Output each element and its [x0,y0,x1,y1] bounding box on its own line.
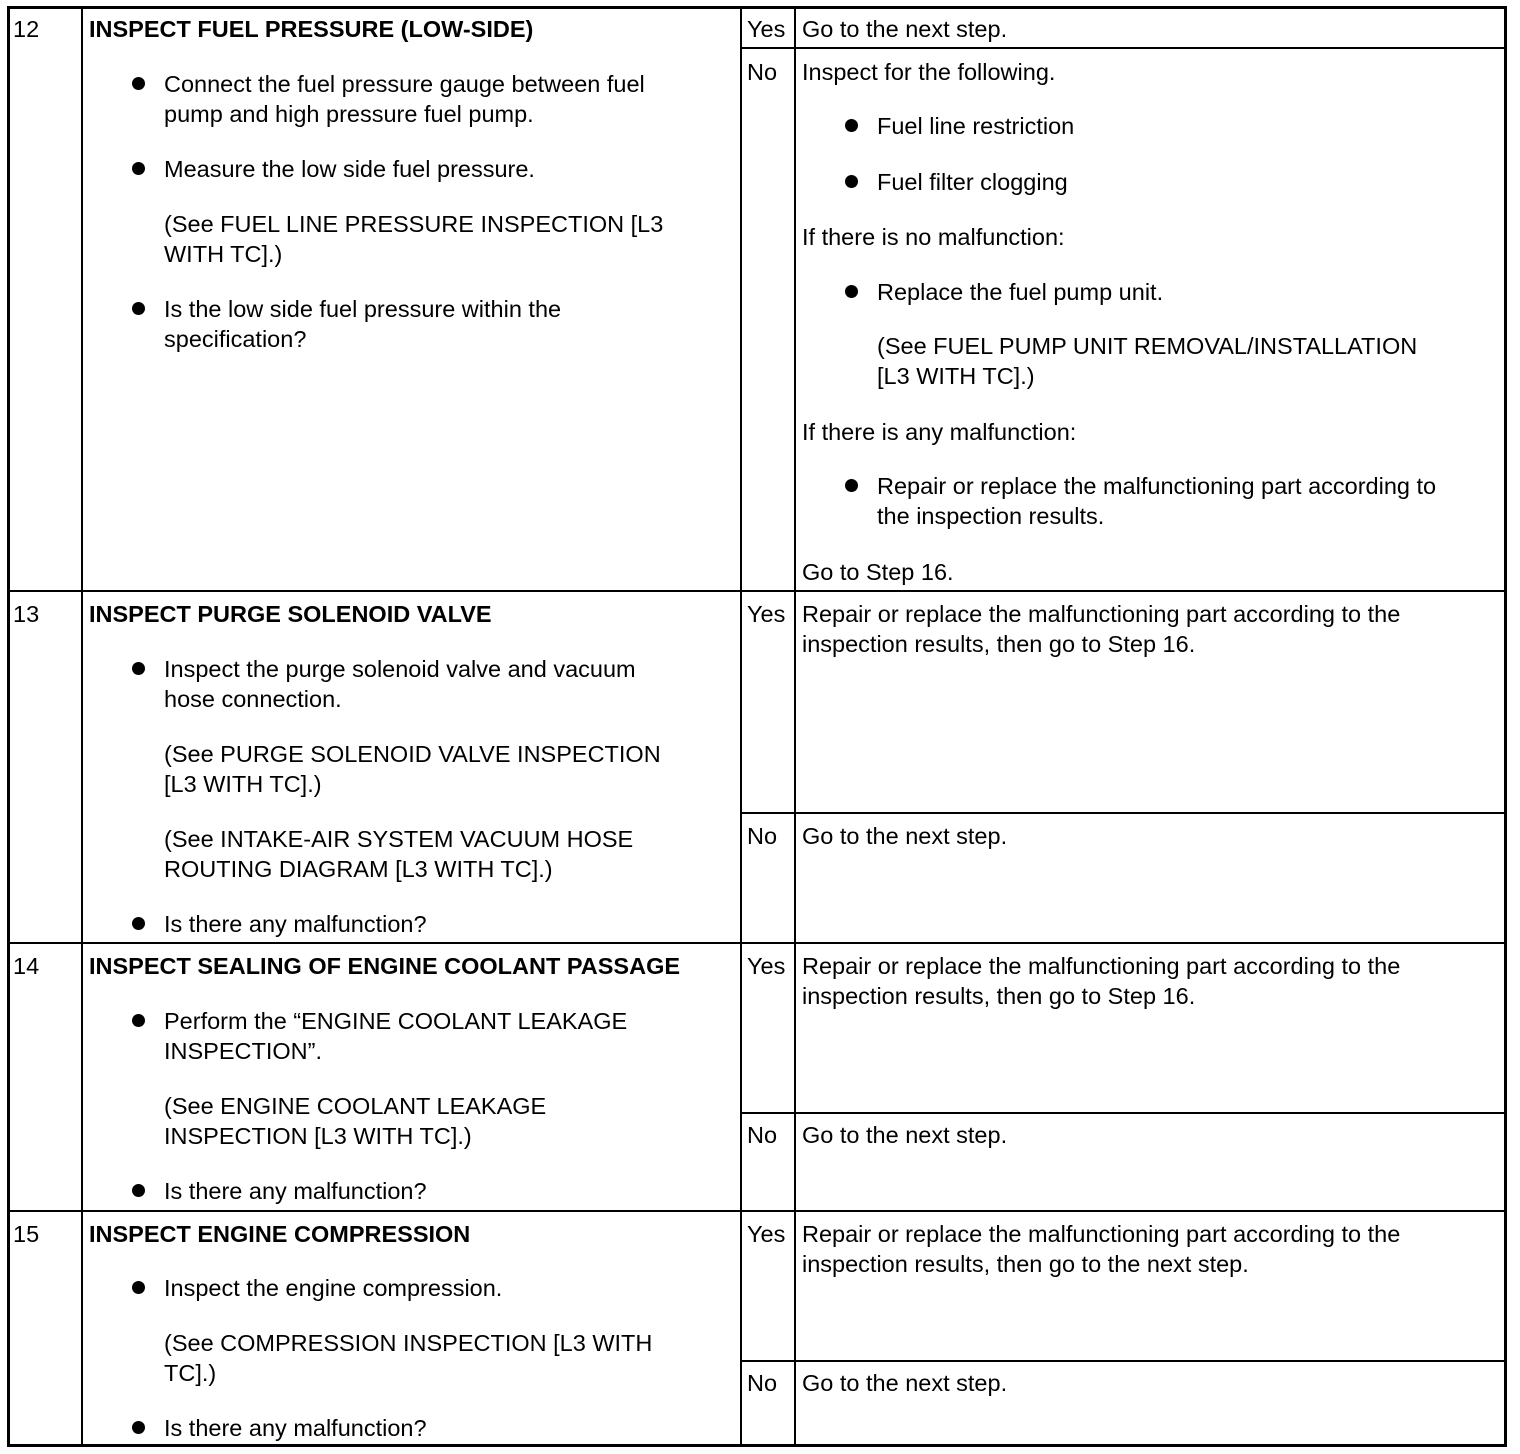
column-divider [740,8,742,1445]
yes-label: Yes [747,601,786,627]
step-number: 13 [13,601,40,627]
question-text: Is there any malfunction? [164,1415,427,1441]
action-text: Connect the fuel pressure gauge between fuel [164,71,645,97]
bullet-icon [845,479,858,492]
action-text: Perform the “ENGINE COOLANT LEAKAGE [164,1008,628,1034]
action-text: hose connection. [164,686,342,712]
reference-text: TC].) [164,1360,217,1386]
step-title: INSPECT FUEL PRESSURE (LOW-SIDE) [89,16,534,42]
yes-label: Yes [747,953,786,979]
yes-result: Repair or replace the malfunctioning part according to the [802,1221,1401,1247]
action-text: Inspect the engine compression. [164,1275,503,1301]
question-text: Is the low side fuel pressure within the [164,296,562,322]
yes-result: Repair or replace the malfunctioning part according to the [802,953,1401,979]
no-result: Inspect for the following. [802,59,1056,85]
bullet-icon [845,119,858,132]
row-divider [741,812,1505,814]
reference-text: (See INTAKE-AIR SYSTEM VACUUM HOSE [164,826,634,852]
reference-text: (See FUEL LINE PRESSURE INSPECTION [L3 [164,211,664,237]
reference-text: ROUTING DIAGRAM [L3 WITH TC].) [164,856,553,882]
bullet-icon [132,917,145,930]
step-number: 15 [13,1221,40,1247]
yes-result: inspection results, then go to the next step. [802,1251,1249,1277]
bullet-icon [845,175,858,188]
yes-result: inspection results, then go to Step 16. [802,983,1196,1009]
reference-text: (See ENGINE COOLANT LEAKAGE [164,1093,547,1119]
no-result: Go to the next step. [802,823,1008,849]
no-result: Go to the next step. [802,1122,1008,1148]
bullet-icon [132,1421,145,1434]
question-text: specification? [164,326,307,352]
no-result: Go to the next step. [802,1370,1008,1396]
row-divider [741,1112,1505,1114]
row-divider [8,1210,1505,1212]
no-label: No [747,59,778,85]
step-title: INSPECT PURGE SOLENOID VALVE [89,601,492,627]
row-divider [8,942,1505,944]
condition-text: If there is any malfunction: [802,419,1077,445]
question-text: Is there any malfunction? [164,1178,427,1204]
no-label: No [747,1122,778,1148]
bullet-icon [845,285,858,298]
row-divider [8,590,1505,592]
yes-result: Repair or replace the malfunctioning part according to the [802,601,1401,627]
yes-result: Go to the next step. [802,16,1008,42]
action-text: Measure the low side fuel pressure. [164,156,535,182]
reference-text: (See PURGE SOLENOID VALVE INSPECTION [164,741,661,767]
action-text: INSPECTION”. [164,1038,322,1064]
action-text: Inspect the purge solenoid valve and vacuum [164,656,636,682]
action-text: Repair or replace the malfunctioning part according to [877,473,1437,499]
row-divider [741,1360,1505,1362]
check-item: Fuel line restriction [877,113,1075,139]
reference-text: [L3 WITH TC].) [164,771,322,797]
bullet-icon [132,77,145,90]
condition-text: If there is no malfunction: [802,224,1065,250]
step-number: 12 [13,16,40,42]
final-instruction: Go to Step 16. [802,559,954,585]
step-title: INSPECT SEALING OF ENGINE COOLANT PASSAGE [89,953,681,979]
step-number: 14 [13,953,40,979]
no-label: No [747,823,778,849]
step-title: INSPECT ENGINE COMPRESSION [89,1221,471,1247]
no-label: No [747,1370,778,1396]
bullet-icon [132,302,145,315]
yes-label: Yes [747,1221,786,1247]
bullet-icon [132,1184,145,1197]
reference-text: [L3 WITH TC].) [877,363,1035,389]
bullet-icon [132,162,145,175]
action-text: pump and high pressure fuel pump. [164,101,534,127]
bullet-icon [132,662,145,675]
bullet-icon [132,1014,145,1027]
action-text: Replace the fuel pump unit. [877,279,1164,305]
bullet-icon [132,1281,145,1294]
yes-result: inspection results, then go to Step 16. [802,631,1196,657]
reference-text: WITH TC].) [164,241,283,267]
reference-text: (See COMPRESSION INSPECTION [L3 WITH [164,1330,653,1356]
reference-text: (See FUEL PUMP UNIT REMOVAL/INSTALLATION [877,333,1418,359]
row-divider [741,47,1505,49]
question-text: Is there any malfunction? [164,911,427,937]
reference-text: INSPECTION [L3 WITH TC].) [164,1123,472,1149]
column-divider [81,8,83,1445]
action-text: the inspection results. [877,503,1105,529]
column-divider [794,8,796,1445]
yes-label: Yes [747,16,786,42]
check-item: Fuel filter clogging [877,169,1068,195]
